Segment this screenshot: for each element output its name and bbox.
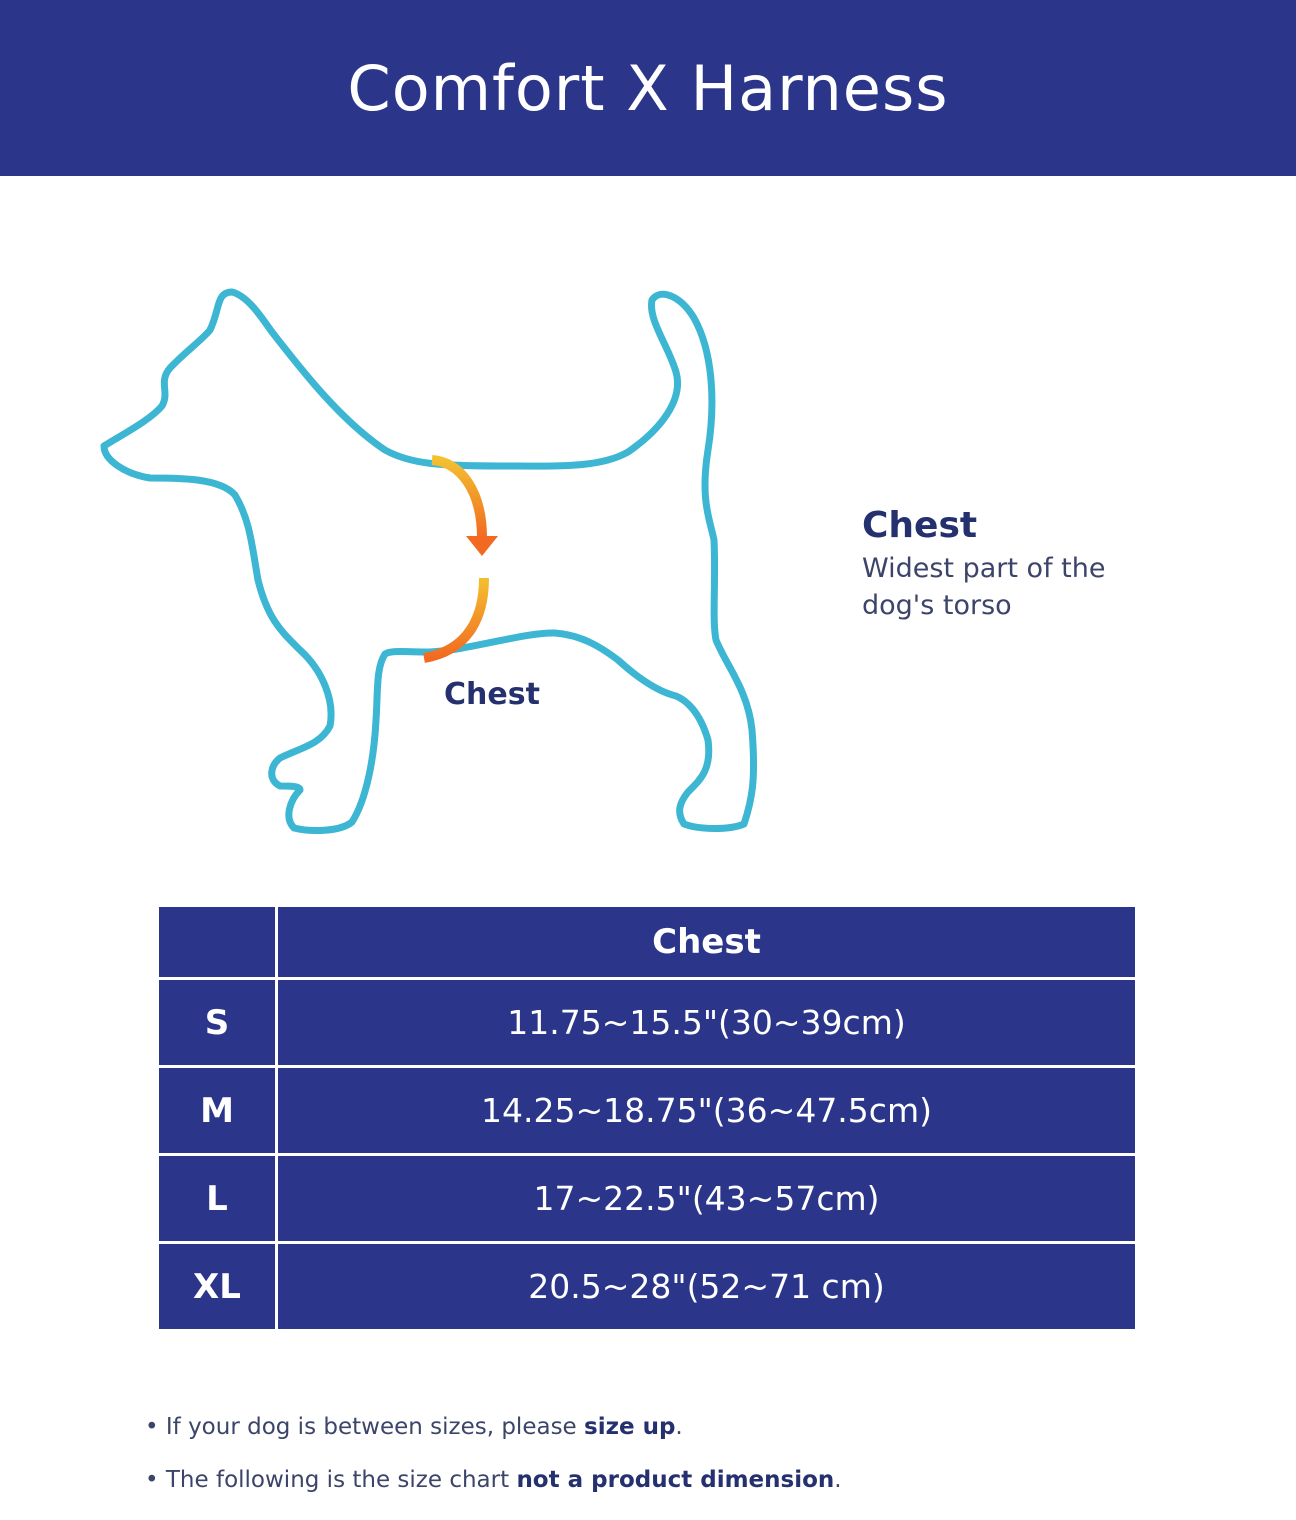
- page-title: Comfort X Harness: [347, 51, 949, 125]
- arrow-head-icon: [466, 536, 498, 556]
- table-row: [159, 980, 1135, 1065]
- size-cell: L: [159, 1156, 275, 1241]
- range-cell: 20.5~28"(52~71 cm): [278, 1244, 1135, 1329]
- range-cell: 11.75~15.5"(30~39cm): [278, 980, 1135, 1065]
- chest-definition: [862, 505, 1192, 624]
- title-banner: [0, 0, 1296, 176]
- dog-silhouette-diagram: [96, 280, 776, 840]
- size-chart-table: [156, 904, 1138, 1332]
- note-text: • If your dog is between sizes, please: [145, 1414, 585, 1440]
- sizing-notes: [145, 1414, 1145, 1520]
- table-header-chest: Chest: [278, 907, 1135, 977]
- table-row: [159, 1068, 1135, 1153]
- note-emphasis: size up: [584, 1414, 676, 1440]
- size-cell: S: [159, 980, 275, 1065]
- measure-arrow-icon: [432, 460, 482, 538]
- table-corner-cell: [159, 907, 275, 977]
- chest-definition-line-2: dog's torso: [862, 590, 1012, 621]
- chest-definition-title: Chest: [862, 505, 978, 546]
- note-emphasis: not a product dimension: [516, 1467, 835, 1493]
- note-item: [145, 1414, 1145, 1440]
- note-item: [145, 1467, 1145, 1493]
- chest-definition-text: [862, 550, 1192, 624]
- range-cell: 14.25~18.75"(36~47.5cm): [278, 1068, 1135, 1153]
- table-row: [159, 1156, 1135, 1241]
- table-row: [159, 1244, 1135, 1329]
- diagram-chest-label: Chest: [444, 677, 540, 712]
- chest-definition-line-1: Widest part of the: [862, 553, 1106, 584]
- dog-outline-icon: [104, 292, 754, 830]
- note-text: • The following is the size chart: [145, 1467, 517, 1493]
- note-suffix: .: [675, 1414, 683, 1440]
- table-header-row: [159, 907, 1135, 977]
- size-cell: M: [159, 1068, 275, 1153]
- size-cell: XL: [159, 1244, 275, 1329]
- range-cell: 17~22.5"(43~57cm): [278, 1156, 1135, 1241]
- note-suffix: .: [834, 1467, 842, 1493]
